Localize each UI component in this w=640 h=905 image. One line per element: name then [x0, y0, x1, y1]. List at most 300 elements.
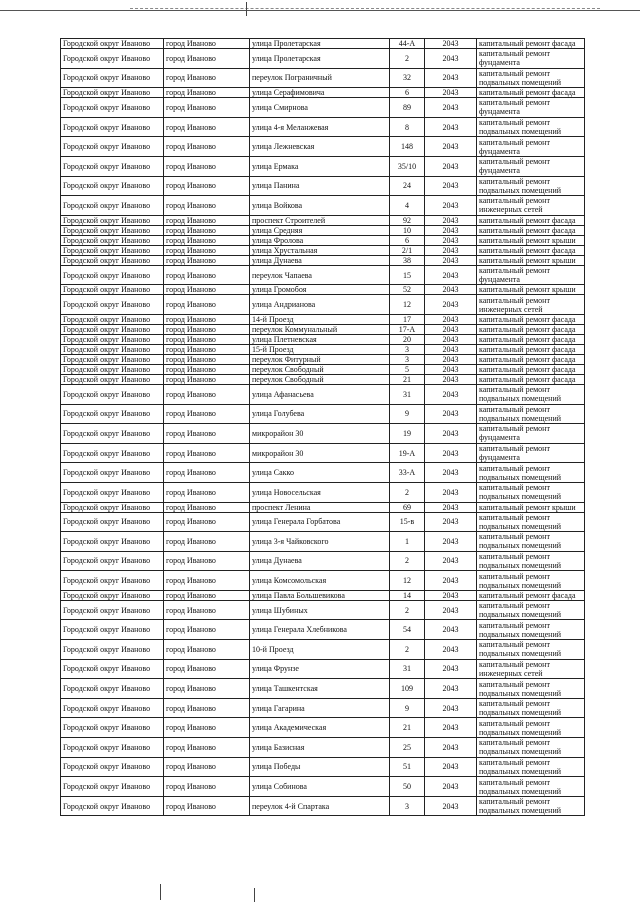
- municipality-cell: Городской округ Иваново: [61, 659, 164, 679]
- table-row: [61, 757, 585, 777]
- year-cell: 2043: [425, 117, 477, 137]
- municipality-cell: Городской округ Иваново: [61, 463, 164, 483]
- table-row: [61, 571, 585, 591]
- scan-mark-bottom-right: [254, 888, 255, 902]
- city-cell: город Иваново: [164, 196, 250, 216]
- house-number-cell: 15: [390, 265, 425, 285]
- repair-type-cell: капитальный ремонт фундамента: [477, 156, 585, 176]
- repair-type-cell: капитальный ремонт фундамента: [477, 265, 585, 285]
- house-number-cell: 3: [390, 354, 425, 364]
- repair-type-cell: капитальный ремонт подвальных помещений: [477, 512, 585, 532]
- municipality-cell: Городской округ Иваново: [61, 590, 164, 600]
- year-cell: 2043: [425, 49, 477, 69]
- municipality-cell: Городской округ Иваново: [61, 502, 164, 512]
- table-row: [61, 39, 585, 49]
- street-cell: улица 3-я Чайковского: [250, 532, 390, 552]
- table-row: [61, 364, 585, 374]
- municipality-cell: Городской округ Иваново: [61, 354, 164, 364]
- repair-type-cell: капитальный ремонт фундамента: [477, 49, 585, 69]
- street-cell: улица Средняя: [250, 225, 390, 235]
- year-cell: 2043: [425, 314, 477, 324]
- year-cell: 2043: [425, 551, 477, 571]
- city-cell: город Иваново: [164, 640, 250, 660]
- repair-type-cell: капитальный ремонт подвальных помещений: [477, 796, 585, 816]
- municipality-cell: Городской округ Иваново: [61, 68, 164, 88]
- repair-type-cell: капитальный ремонт подвальных помещений: [477, 738, 585, 758]
- table-row: [61, 532, 585, 552]
- street-cell: улица Гагарина: [250, 698, 390, 718]
- table-row: [61, 176, 585, 196]
- street-cell: улица Павла Большевикова: [250, 590, 390, 600]
- city-cell: город Иваново: [164, 255, 250, 265]
- municipality-cell: Городской округ Иваново: [61, 265, 164, 285]
- street-cell: улица Генерала Хлебникова: [250, 620, 390, 640]
- city-cell: город Иваново: [164, 374, 250, 384]
- house-number-cell: 50: [390, 777, 425, 797]
- document-page: [60, 38, 584, 816]
- house-number-cell: 38: [390, 255, 425, 265]
- street-cell: переулок 4-й Спартака: [250, 796, 390, 816]
- repair-type-cell: капитальный ремонт инженерных сетей: [477, 659, 585, 679]
- table-row: [61, 620, 585, 640]
- year-cell: 2043: [425, 502, 477, 512]
- street-cell: переулок Чапаева: [250, 265, 390, 285]
- repair-type-cell: капитальный ремонт подвальных помещений: [477, 404, 585, 424]
- street-cell: микрорайон 30: [250, 424, 390, 444]
- city-cell: город Иваново: [164, 117, 250, 137]
- table-row: [61, 698, 585, 718]
- table-row: [61, 512, 585, 532]
- house-number-cell: 25: [390, 738, 425, 758]
- year-cell: 2043: [425, 532, 477, 552]
- repair-type-cell: капитальный ремонт подвальных помещений: [477, 571, 585, 591]
- city-cell: город Иваново: [164, 324, 250, 334]
- repair-type-cell: капитальный ремонт подвальных помещений: [477, 176, 585, 196]
- table-row: [61, 117, 585, 137]
- repair-type-cell: капитальный ремонт фасада: [477, 334, 585, 344]
- city-cell: город Иваново: [164, 137, 250, 157]
- year-cell: 2043: [425, 364, 477, 374]
- year-cell: 2043: [425, 354, 477, 364]
- year-cell: 2043: [425, 374, 477, 384]
- house-number-cell: 21: [390, 718, 425, 738]
- city-cell: город Иваново: [164, 600, 250, 620]
- municipality-cell: Городской округ Иваново: [61, 295, 164, 315]
- street-cell: улица Сакко: [250, 463, 390, 483]
- municipality-cell: Городской округ Иваново: [61, 215, 164, 225]
- repair-type-cell: капитальный ремонт фасада: [477, 314, 585, 324]
- repair-type-cell: капитальный ремонт инженерных сетей: [477, 196, 585, 216]
- repair-type-cell: капитальный ремонт фасада: [477, 354, 585, 364]
- table-row: [61, 156, 585, 176]
- city-cell: город Иваново: [164, 796, 250, 816]
- table-row: [61, 374, 585, 384]
- repair-type-cell: капитальный ремонт подвальных помещений: [477, 551, 585, 571]
- year-cell: 2043: [425, 176, 477, 196]
- year-cell: 2043: [425, 757, 477, 777]
- city-cell: город Иваново: [164, 463, 250, 483]
- city-cell: город Иваново: [164, 404, 250, 424]
- year-cell: 2043: [425, 640, 477, 660]
- house-number-cell: 69: [390, 502, 425, 512]
- house-number-cell: 1: [390, 532, 425, 552]
- year-cell: 2043: [425, 463, 477, 483]
- street-cell: улица Пролетарская: [250, 49, 390, 69]
- table-row: [61, 679, 585, 699]
- street-cell: улица Комсомольская: [250, 571, 390, 591]
- city-cell: город Иваново: [164, 354, 250, 364]
- repair-type-cell: капитальный ремонт фасада: [477, 364, 585, 374]
- city-cell: город Иваново: [164, 424, 250, 444]
- page-top-rule-faint: [130, 8, 600, 9]
- street-cell: улица Фрунзе: [250, 659, 390, 679]
- street-cell: улица Победы: [250, 757, 390, 777]
- city-cell: город Иваново: [164, 235, 250, 245]
- repair-type-cell: капитальный ремонт крыши: [477, 502, 585, 512]
- house-number-cell: 12: [390, 571, 425, 591]
- municipality-cell: Городской округ Иваново: [61, 443, 164, 463]
- year-cell: 2043: [425, 334, 477, 344]
- house-number-cell: 6: [390, 88, 425, 98]
- street-cell: улица Плетневская: [250, 334, 390, 344]
- year-cell: 2043: [425, 698, 477, 718]
- repair-type-cell: капитальный ремонт фасада: [477, 374, 585, 384]
- municipality-cell: Городской округ Иваново: [61, 334, 164, 344]
- street-cell: улица Пролетарская: [250, 39, 390, 49]
- house-number-cell: 31: [390, 384, 425, 404]
- street-cell: переулок Свободный: [250, 364, 390, 374]
- city-cell: город Иваново: [164, 98, 250, 118]
- house-number-cell: 109: [390, 679, 425, 699]
- year-cell: 2043: [425, 88, 477, 98]
- repair-type-cell: капитальный ремонт подвальных помещений: [477, 679, 585, 699]
- table-row: [61, 482, 585, 502]
- repair-type-cell: капитальный ремонт фундамента: [477, 98, 585, 118]
- city-cell: город Иваново: [164, 285, 250, 295]
- street-cell: улица Панина: [250, 176, 390, 196]
- year-cell: 2043: [425, 512, 477, 532]
- house-number-cell: 19-А: [390, 443, 425, 463]
- street-cell: улица Академическая: [250, 718, 390, 738]
- city-cell: город Иваново: [164, 551, 250, 571]
- house-number-cell: 8: [390, 117, 425, 137]
- scan-mark-top: [246, 2, 247, 16]
- municipality-cell: Городской округ Иваново: [61, 117, 164, 137]
- repair-type-cell: капитальный ремонт крыши: [477, 235, 585, 245]
- municipality-cell: Городской округ Иваново: [61, 285, 164, 295]
- house-number-cell: 17-А: [390, 324, 425, 334]
- city-cell: город Иваново: [164, 482, 250, 502]
- scan-mark-bottom-left: [160, 884, 161, 900]
- year-cell: 2043: [425, 245, 477, 255]
- street-cell: улица Фролова: [250, 235, 390, 245]
- year-cell: 2043: [425, 68, 477, 88]
- municipality-cell: Городской округ Иваново: [61, 324, 164, 334]
- street-cell: переулок Свободный: [250, 374, 390, 384]
- repair-type-cell: капитальный ремонт подвальных помещений: [477, 777, 585, 797]
- house-number-cell: 5: [390, 364, 425, 374]
- municipality-cell: Городской округ Иваново: [61, 738, 164, 758]
- house-number-cell: 33-А: [390, 463, 425, 483]
- table-row: [61, 354, 585, 364]
- house-number-cell: 89: [390, 98, 425, 118]
- house-number-cell: 3: [390, 344, 425, 354]
- repair-type-cell: капитальный ремонт подвальных помещений: [477, 384, 585, 404]
- street-cell: улица Хрустальная: [250, 245, 390, 255]
- table-row: [61, 796, 585, 816]
- house-number-cell: 4: [390, 196, 425, 216]
- municipality-cell: Городской округ Иваново: [61, 404, 164, 424]
- street-cell: переулок Пограничный: [250, 68, 390, 88]
- city-cell: город Иваново: [164, 679, 250, 699]
- repair-type-cell: капитальный ремонт фасада: [477, 344, 585, 354]
- table-row: [61, 49, 585, 69]
- year-cell: 2043: [425, 215, 477, 225]
- table-row: [61, 265, 585, 285]
- year-cell: 2043: [425, 718, 477, 738]
- municipality-cell: Городской округ Иваново: [61, 777, 164, 797]
- street-cell: улица Смирнова: [250, 98, 390, 118]
- year-cell: 2043: [425, 443, 477, 463]
- table-row: [61, 88, 585, 98]
- table-row: [61, 196, 585, 216]
- year-cell: 2043: [425, 600, 477, 620]
- repair-type-cell: капитальный ремонт инженерных сетей: [477, 295, 585, 315]
- repair-type-cell: капитальный ремонт фундамента: [477, 137, 585, 157]
- municipality-cell: Городской округ Иваново: [61, 314, 164, 324]
- year-cell: 2043: [425, 156, 477, 176]
- table-row: [61, 137, 585, 157]
- table-row: [61, 255, 585, 265]
- city-cell: город Иваново: [164, 49, 250, 69]
- house-number-cell: 3: [390, 796, 425, 816]
- repair-type-cell: капитальный ремонт подвальных помещений: [477, 620, 585, 640]
- table-row: [61, 463, 585, 483]
- table-row: [61, 235, 585, 245]
- year-cell: 2043: [425, 738, 477, 758]
- year-cell: 2043: [425, 295, 477, 315]
- repair-type-cell: капитальный ремонт фундамента: [477, 424, 585, 444]
- house-number-cell: 9: [390, 698, 425, 718]
- table-row: [61, 285, 585, 295]
- repair-type-cell: капитальный ремонт фундамента: [477, 443, 585, 463]
- year-cell: 2043: [425, 620, 477, 640]
- house-number-cell: 35/10: [390, 156, 425, 176]
- city-cell: город Иваново: [164, 590, 250, 600]
- municipality-cell: Городской округ Иваново: [61, 384, 164, 404]
- city-cell: город Иваново: [164, 265, 250, 285]
- house-number-cell: 2/1: [390, 245, 425, 255]
- year-cell: 2043: [425, 424, 477, 444]
- municipality-cell: Городской округ Иваново: [61, 39, 164, 49]
- house-number-cell: 32: [390, 68, 425, 88]
- house-number-cell: 24: [390, 176, 425, 196]
- city-cell: город Иваново: [164, 571, 250, 591]
- table-row: [61, 659, 585, 679]
- house-number-cell: 21: [390, 374, 425, 384]
- repair-type-cell: капитальный ремонт фасада: [477, 590, 585, 600]
- municipality-cell: Городской округ Иваново: [61, 137, 164, 157]
- repair-type-cell: капитальный ремонт фасада: [477, 88, 585, 98]
- year-cell: 2043: [425, 137, 477, 157]
- table-row: [61, 215, 585, 225]
- street-cell: улица Серафимовича: [250, 88, 390, 98]
- table-row: [61, 424, 585, 444]
- street-cell: микрорайон 30: [250, 443, 390, 463]
- city-cell: город Иваново: [164, 225, 250, 235]
- table-row: [61, 718, 585, 738]
- street-cell: улица Генерала Горбатова: [250, 512, 390, 532]
- municipality-cell: Городской округ Иваново: [61, 551, 164, 571]
- table-row: [61, 295, 585, 315]
- table-row: [61, 245, 585, 255]
- street-cell: улица Андрианова: [250, 295, 390, 315]
- city-cell: город Иваново: [164, 245, 250, 255]
- repair-type-cell: капитальный ремонт фасада: [477, 245, 585, 255]
- year-cell: 2043: [425, 679, 477, 699]
- year-cell: 2043: [425, 39, 477, 49]
- city-cell: город Иваново: [164, 443, 250, 463]
- year-cell: 2043: [425, 384, 477, 404]
- street-cell: улица Афанасьева: [250, 384, 390, 404]
- city-cell: город Иваново: [164, 620, 250, 640]
- house-number-cell: 15-в: [390, 512, 425, 532]
- municipality-cell: Городской округ Иваново: [61, 796, 164, 816]
- city-cell: город Иваново: [164, 314, 250, 324]
- city-cell: город Иваново: [164, 757, 250, 777]
- street-cell: улица Новосельская: [250, 482, 390, 502]
- table-row: [61, 344, 585, 354]
- municipality-cell: Городской округ Иваново: [61, 640, 164, 660]
- city-cell: город Иваново: [164, 88, 250, 98]
- city-cell: город Иваново: [164, 738, 250, 758]
- street-cell: улица Собинова: [250, 777, 390, 797]
- street-cell: улица Громобоя: [250, 285, 390, 295]
- table-row: [61, 551, 585, 571]
- house-number-cell: 19: [390, 424, 425, 444]
- city-cell: город Иваново: [164, 68, 250, 88]
- city-cell: город Иваново: [164, 659, 250, 679]
- street-cell: переулок Фитурный: [250, 354, 390, 364]
- street-cell: улица Войкова: [250, 196, 390, 216]
- municipality-cell: Городской округ Иваново: [61, 364, 164, 374]
- municipality-cell: Городской округ Иваново: [61, 718, 164, 738]
- municipality-cell: Городской округ Иваново: [61, 757, 164, 777]
- repair-type-cell: капитальный ремонт подвальных помещений: [477, 463, 585, 483]
- house-number-cell: 52: [390, 285, 425, 295]
- page-top-rule: [0, 10, 640, 11]
- table-row: [61, 314, 585, 324]
- city-cell: город Иваново: [164, 176, 250, 196]
- house-number-cell: 6: [390, 235, 425, 245]
- house-number-cell: 17: [390, 314, 425, 324]
- city-cell: город Иваново: [164, 334, 250, 344]
- repair-type-cell: капитальный ремонт крыши: [477, 285, 585, 295]
- year-cell: 2043: [425, 196, 477, 216]
- year-cell: 2043: [425, 482, 477, 502]
- street-cell: проспект Ленина: [250, 502, 390, 512]
- table-row: [61, 68, 585, 88]
- house-number-cell: 92: [390, 215, 425, 225]
- city-cell: город Иваново: [164, 777, 250, 797]
- street-cell: переулок Коммунальный: [250, 324, 390, 334]
- street-cell: улица Дунаева: [250, 551, 390, 571]
- table-row: [61, 225, 585, 235]
- municipality-cell: Городской округ Иваново: [61, 512, 164, 532]
- repair-type-cell: капитальный ремонт подвальных помещений: [477, 718, 585, 738]
- house-number-cell: 9: [390, 404, 425, 424]
- street-cell: улица Дунаева: [250, 255, 390, 265]
- city-cell: город Иваново: [164, 532, 250, 552]
- table-row: [61, 590, 585, 600]
- repair-type-cell: капитальный ремонт подвальных помещений: [477, 757, 585, 777]
- street-cell: улица Лежневская: [250, 137, 390, 157]
- repair-type-cell: капитальный ремонт подвальных помещений: [477, 600, 585, 620]
- municipality-cell: Городской округ Иваново: [61, 620, 164, 640]
- municipality-cell: Городской округ Иваново: [61, 482, 164, 502]
- municipality-cell: Городской округ Иваново: [61, 156, 164, 176]
- table-row: [61, 98, 585, 118]
- municipality-cell: Городской округ Иваново: [61, 679, 164, 699]
- house-number-cell: 31: [390, 659, 425, 679]
- house-number-cell: 2: [390, 600, 425, 620]
- repair-type-cell: капитальный ремонт подвальных помещений: [477, 117, 585, 137]
- repair-schedule-table: [60, 38, 585, 816]
- table-row: [61, 324, 585, 334]
- repair-type-cell: капитальный ремонт крыши: [477, 255, 585, 265]
- city-cell: город Иваново: [164, 344, 250, 354]
- house-number-cell: 10: [390, 225, 425, 235]
- repair-type-cell: капитальный ремонт подвальных помещений: [477, 698, 585, 718]
- municipality-cell: Городской округ Иваново: [61, 98, 164, 118]
- street-cell: улица Шубиных: [250, 600, 390, 620]
- city-cell: город Иваново: [164, 364, 250, 374]
- table-row: [61, 738, 585, 758]
- table-row: [61, 384, 585, 404]
- street-cell: проспект Строителей: [250, 215, 390, 225]
- repair-type-cell: капитальный ремонт фасада: [477, 225, 585, 235]
- municipality-cell: Городской округ Иваново: [61, 571, 164, 591]
- municipality-cell: Городской округ Иваново: [61, 88, 164, 98]
- repair-type-cell: капитальный ремонт подвальных помещений: [477, 640, 585, 660]
- table-row: [61, 404, 585, 424]
- municipality-cell: Городской округ Иваново: [61, 532, 164, 552]
- street-cell: 14-й Проезд: [250, 314, 390, 324]
- house-number-cell: 54: [390, 620, 425, 640]
- repair-type-cell: капитальный ремонт фасада: [477, 324, 585, 334]
- table-row: [61, 640, 585, 660]
- municipality-cell: Городской округ Иваново: [61, 49, 164, 69]
- table-row: [61, 334, 585, 344]
- year-cell: 2043: [425, 344, 477, 354]
- year-cell: 2043: [425, 225, 477, 235]
- municipality-cell: Городской округ Иваново: [61, 225, 164, 235]
- year-cell: 2043: [425, 265, 477, 285]
- year-cell: 2043: [425, 796, 477, 816]
- street-cell: улица Голубева: [250, 404, 390, 424]
- year-cell: 2043: [425, 285, 477, 295]
- repair-type-cell: капитальный ремонт фасада: [477, 215, 585, 225]
- street-cell: 10-й Проезд: [250, 640, 390, 660]
- house-number-cell: 51: [390, 757, 425, 777]
- municipality-cell: Городской округ Иваново: [61, 176, 164, 196]
- street-cell: улица 4-я Меланжевая: [250, 117, 390, 137]
- repair-type-cell: капитальный ремонт подвальных помещений: [477, 532, 585, 552]
- city-cell: город Иваново: [164, 39, 250, 49]
- house-number-cell: 2: [390, 482, 425, 502]
- table-row: [61, 502, 585, 512]
- house-number-cell: 44-А: [390, 39, 425, 49]
